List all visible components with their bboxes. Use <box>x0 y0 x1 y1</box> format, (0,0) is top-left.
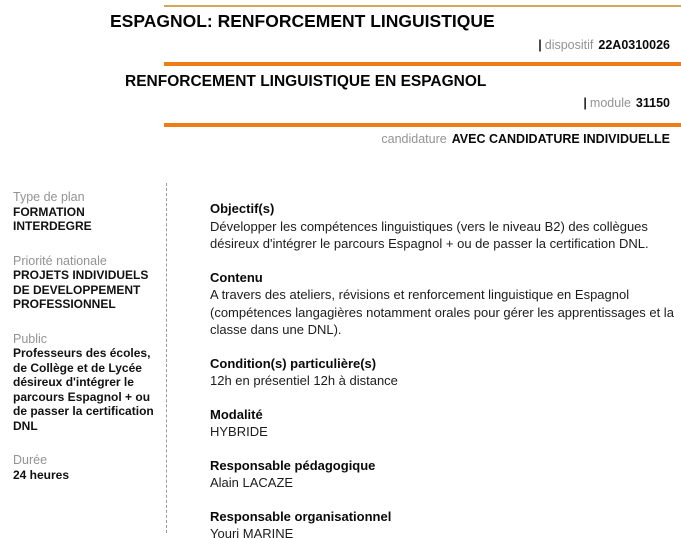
section-heading: Objectif(s) <box>210 201 275 216</box>
sidebar-label: Durée <box>13 453 48 467</box>
pipe-separator: | <box>538 38 542 52</box>
section-body: Développer les compétences linguistiques (vers le niveau B2) des collègues désireux d'intégrer le parcours Espagnol + ou de passer la certification DNL. <box>210 218 649 251</box>
module-code: 31150 <box>635 96 670 110</box>
section-responsable-pedagogique <box>210 457 680 492</box>
orange-rule-bottom <box>164 123 681 127</box>
dispositif-reference <box>538 38 670 52</box>
section-modalite <box>210 406 680 441</box>
section-body: Youri MARINE <box>210 526 294 538</box>
pipe-separator: | <box>583 96 587 110</box>
orange-rule-top <box>164 62 681 66</box>
module-label: module <box>589 96 631 110</box>
candidature-label: candidature <box>381 132 447 146</box>
section-heading: Responsable organisationnel <box>210 508 392 524</box>
page-title: ESPAGNOL: RENFORCEMENT LINGUISTIQUE <box>110 11 495 31</box>
section-conditions <box>210 355 680 390</box>
dispositif-label: dispositif <box>544 38 594 52</box>
sidebar-section-duree <box>13 453 165 482</box>
sidebar-value: PROJETS INDIVIDUELS DE DEVELOPPEMENT PROFESSIONNEL <box>13 268 149 311</box>
sidebar <box>13 190 165 502</box>
course-details <box>210 200 680 538</box>
sidebar-value: Professeurs des écoles, de Collège et de Lycée désireux d'intégrer le parcours Espagnol + ou de passer la certification DNL <box>13 346 154 433</box>
section-body: HYBRIDE <box>210 424 268 439</box>
sidebar-section-type-de-plan <box>13 190 165 234</box>
section-body: Alain LACAZE <box>210 475 294 490</box>
section-heading: Condition(s) particulière(s) <box>210 355 377 371</box>
section-responsable-organisationnel <box>210 508 680 538</box>
sidebar-section-priorite-nationale <box>13 254 165 312</box>
section-body: 12h en présentiel 12h à distance <box>210 373 398 388</box>
candidature-value: AVEC CANDIDATURE INDIVIDUELLE <box>451 132 670 146</box>
section-objectifs <box>210 200 680 253</box>
section-heading: Responsable pédagogique <box>210 457 376 473</box>
sidebar-label: Type de plan <box>13 190 85 204</box>
sidebar-label: Public <box>13 331 48 346</box>
sidebar-divider <box>166 183 167 533</box>
sidebar-section-public <box>13 332 165 434</box>
sidebar-label: Priorité nationale <box>13 253 107 268</box>
sidebar-value: 24 heures <box>13 467 70 482</box>
module-title: RENFORCEMENT LINGUISTIQUE EN ESPAGNOL <box>125 73 487 90</box>
top-gold-rule <box>164 5 681 7</box>
candidature-line <box>381 132 670 146</box>
section-body: A travers des ateliers, révisions et renforcement linguistique en Espagnol (compétences langagières notamment orales pour gérer les apprentissages et la classe dans une DNL). <box>210 287 674 337</box>
section-heading: Modalité <box>210 406 263 422</box>
section-contenu <box>210 269 680 339</box>
dispositif-code: 22A0310026 <box>598 38 670 52</box>
section-heading: Contenu <box>210 269 263 285</box>
sidebar-value: FORMATION INTERDEGRE <box>13 204 92 233</box>
module-reference <box>583 96 670 110</box>
